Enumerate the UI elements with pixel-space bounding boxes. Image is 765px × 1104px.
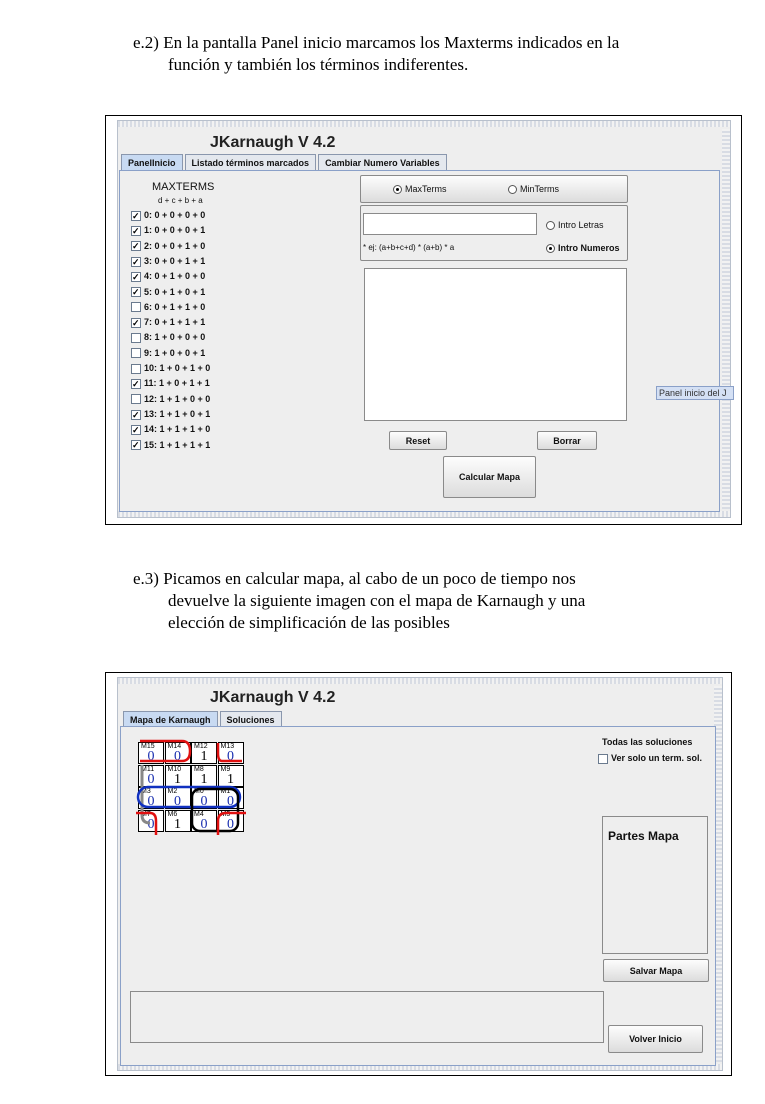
maxterm-label: 7: 0 + 1 + 1 + 1	[144, 317, 206, 328]
kmap-cell-index: M7	[141, 810, 151, 818]
kmap-cell-index: M4	[194, 810, 204, 818]
kmap-cell-index: M10	[167, 765, 182, 773]
paragraph-e3	[133, 568, 585, 634]
kmap-cell-value: 0	[174, 749, 181, 764]
todas-soluciones-label: Todas las soluciones	[602, 737, 693, 747]
kmap-cell-value: 1	[174, 771, 181, 787]
paragraph-line: e.3) Picamos en calcular mapa, al cabo de un poco de tiempo nos	[133, 569, 576, 588]
radio-label: Intro Letras	[558, 220, 604, 230]
kmap-cell-value: 1	[200, 749, 208, 764]
maxterm-label: 13: 1 + 1 + 0 + 1	[144, 408, 211, 419]
maxterm-checkbox-row[interactable]	[131, 346, 205, 361]
kmap-cell-index: M14	[167, 743, 182, 750]
maxterm-checkbox-row[interactable]	[131, 208, 205, 223]
screenshot-panel-inicio	[105, 115, 742, 525]
maxterm-label: 8: 1 + 0 + 0 + 0	[144, 332, 206, 343]
partes-mapa-panel	[602, 816, 708, 954]
radio-dot	[508, 185, 517, 194]
maxterm-checkbox-row[interactable]	[131, 438, 210, 453]
radio-maxterms[interactable]	[393, 184, 447, 194]
maxterm-label: 12: 1 + 1 + 0 + 0	[144, 393, 211, 404]
tab-mapa-1[interactable]: Soluciones	[220, 711, 282, 728]
kmap-cell-index: M3	[141, 788, 151, 795]
reset-button[interactable]: Reset	[389, 431, 447, 450]
tab-bar	[121, 154, 449, 171]
gray-group-line	[142, 765, 150, 823]
tab-inicio-1[interactable]: Listado términos marcados	[185, 154, 317, 171]
maxterm-label: 10: 1 + 0 + 1 + 0	[144, 363, 211, 373]
vars-heading: d + c + b + a	[158, 196, 203, 205]
kmap-cell-index: M6	[167, 810, 178, 818]
checkbox-box[interactable]	[131, 302, 141, 312]
radio-dot	[546, 244, 555, 253]
output-textarea[interactable]	[130, 991, 604, 1043]
screenshot-mapa-karnaugh	[105, 672, 732, 1076]
kmap-cell-index: M0	[194, 788, 204, 795]
checkbox-box	[598, 754, 608, 764]
paragraph-line: devuelve la siguiente imagen con el mapa de Karnaugh y una	[168, 591, 586, 610]
maxterm-checkbox-row[interactable]	[131, 239, 205, 254]
kmap-cell-value: 0	[227, 749, 234, 764]
black-group-loop	[192, 789, 238, 831]
radio-minterms[interactable]	[508, 184, 559, 194]
maxterm-checkbox-row[interactable]	[131, 422, 210, 437]
tab-inicio-2[interactable]: Cambiar Numero Variables	[318, 154, 447, 171]
checkbox-box[interactable]	[131, 440, 141, 450]
kmap-cell-value: 0	[227, 794, 234, 809]
maxterm-checkbox-row[interactable]	[131, 376, 210, 391]
maxterm-label: 2: 0 + 0 + 1 + 0	[144, 240, 206, 251]
kmap-cell-value: 1	[200, 771, 208, 787]
maxterm-label: 14: 1 + 1 + 1 + 0	[144, 424, 211, 435]
maxterm-label: 5: 0 + 1 + 0 + 1	[144, 286, 206, 297]
paragraph-line: función y también los términos indiferentes.	[168, 55, 469, 74]
checkbox-box[interactable]	[131, 333, 141, 343]
radio-intro-letras[interactable]	[546, 220, 604, 230]
maxterm-label: 9: 1 + 0 + 0 + 1	[144, 347, 206, 358]
maxterm-label: 3: 0 + 0 + 1 + 1	[144, 255, 206, 266]
kmap-cell-value: 0	[147, 794, 155, 809]
checkbox-box[interactable]	[131, 410, 141, 420]
checkbox-box[interactable]	[131, 379, 141, 389]
calcular-mapa-button[interactable]: Calcular Mapa	[443, 456, 536, 498]
checkbox-box[interactable]	[131, 364, 141, 374]
maxterm-checkbox-row[interactable]	[131, 223, 205, 238]
ver-solo-checkbox[interactable]	[598, 753, 702, 764]
kmap-cell-index: M5	[220, 810, 231, 818]
maxterm-checkbox-row[interactable]	[131, 392, 210, 407]
radio-dot	[393, 185, 402, 194]
app-title: JKarnaugh V 4.2	[210, 134, 336, 151]
radio-label: MinTerms	[520, 184, 560, 194]
kmap-cell-value: 0	[147, 749, 155, 764]
maxterm-checkbox-row[interactable]	[131, 285, 205, 300]
maxterm-checkbox-row[interactable]	[131, 407, 210, 422]
partes-mapa-label: Partes Mapa	[608, 829, 679, 843]
kmap-cell-value: 0	[227, 816, 234, 832]
red-group-corner	[218, 743, 242, 761]
kmap-cell-index: M1	[220, 788, 231, 795]
checkbox-box[interactable]	[131, 394, 141, 404]
radio-dot	[546, 221, 555, 230]
checkbox-box[interactable]	[131, 241, 141, 251]
checkbox-box[interactable]	[131, 318, 141, 328]
maxterm-label: 1: 0 + 0 + 0 + 1	[144, 225, 206, 236]
kmap-cell-index: M8	[194, 765, 204, 773]
tab-inicio-0[interactable]: PanelInicio	[121, 154, 183, 171]
checkbox-box[interactable]	[131, 257, 141, 267]
radio-intro-numeros[interactable]	[546, 243, 620, 253]
checkbox-label: Ver solo un term. sol.	[611, 753, 703, 763]
window-border	[118, 678, 722, 684]
red-group-bottom	[136, 810, 156, 835]
app-title: JKarnaugh V 4.2	[210, 689, 336, 706]
kmap-cell-index: M12	[194, 743, 208, 750]
example-text: * ej: (a+b+c+d) * (a+b) * a	[363, 243, 455, 252]
checkbox-box[interactable]	[131, 287, 141, 297]
paragraph-e2	[133, 32, 619, 76]
maxterm-label: 15: 1 + 1 + 1 + 1	[144, 439, 211, 450]
window-border	[118, 121, 730, 127]
volver-inicio-button[interactable]: Volver Inicio	[608, 1025, 703, 1053]
kmap-cell-index: M11	[141, 765, 155, 773]
side-tab-label[interactable]: Panel inicio del J	[656, 386, 734, 400]
paragraph-line: e.2) En la pantalla Panel inicio marcamos los Maxterms indicados en la	[133, 33, 620, 52]
red-group-loop	[140, 741, 190, 761]
kmap-cell-index: M15	[141, 743, 155, 750]
maxterm-checkbox-row[interactable]	[131, 269, 205, 284]
maxterm-label: 11: 1 + 0 + 1 + 1	[144, 378, 210, 389]
checkbox-box[interactable]	[131, 348, 141, 358]
kmap-cell-value: 0	[200, 816, 208, 832]
kmap-cell-index: M2	[167, 788, 178, 795]
radio-label: Intro Numeros	[558, 243, 620, 253]
window-border	[722, 129, 730, 509]
grouping-overlay	[134, 739, 248, 835]
checkbox-box[interactable]	[131, 226, 141, 236]
maxterm-checkbox-row[interactable]	[131, 330, 205, 345]
paragraph-line: elección de simplificación de las posibles	[168, 613, 450, 632]
maxterm-checkbox-row[interactable]	[131, 315, 205, 330]
maxterm-checkbox-row[interactable]	[131, 300, 205, 315]
maxterm-checkbox-row[interactable]	[131, 254, 205, 269]
maxterm-label: 4: 0 + 1 + 0 + 0	[144, 271, 206, 282]
kmap-cell-index: M13	[220, 743, 235, 750]
maxterm-checkbox-row[interactable]	[131, 361, 210, 376]
result-textarea[interactable]	[364, 268, 627, 421]
checkbox-box[interactable]	[131, 272, 141, 282]
tab-mapa-0[interactable]: Mapa de Karnaugh	[123, 711, 218, 728]
kmap-cell-value: 0	[147, 771, 155, 787]
borrar-button[interactable]: Borrar	[537, 431, 597, 450]
kmap-cell-value: 0	[174, 794, 181, 809]
kmap-cell-value: 1	[227, 771, 234, 787]
checkbox-box[interactable]	[131, 425, 141, 435]
checkbox-box[interactable]	[131, 211, 141, 221]
kmap-cell-index: M9	[220, 765, 231, 773]
kmap-cell-value: 0	[200, 794, 208, 809]
expression-input[interactable]	[363, 213, 537, 235]
radio-label: MaxTerms	[405, 184, 447, 194]
maxterm-label: 6: 0 + 1 + 1 + 0	[144, 301, 206, 312]
maxterm-label: 0: 0 + 0 + 0 + 0	[144, 210, 206, 220]
kmap-cell-value: 1	[174, 816, 181, 832]
salvar-mapa-button[interactable]: Salvar Mapa	[603, 959, 709, 982]
kmap-cell-value: 0	[147, 816, 155, 832]
maxterms-heading: MAXTERMS	[152, 181, 215, 193]
